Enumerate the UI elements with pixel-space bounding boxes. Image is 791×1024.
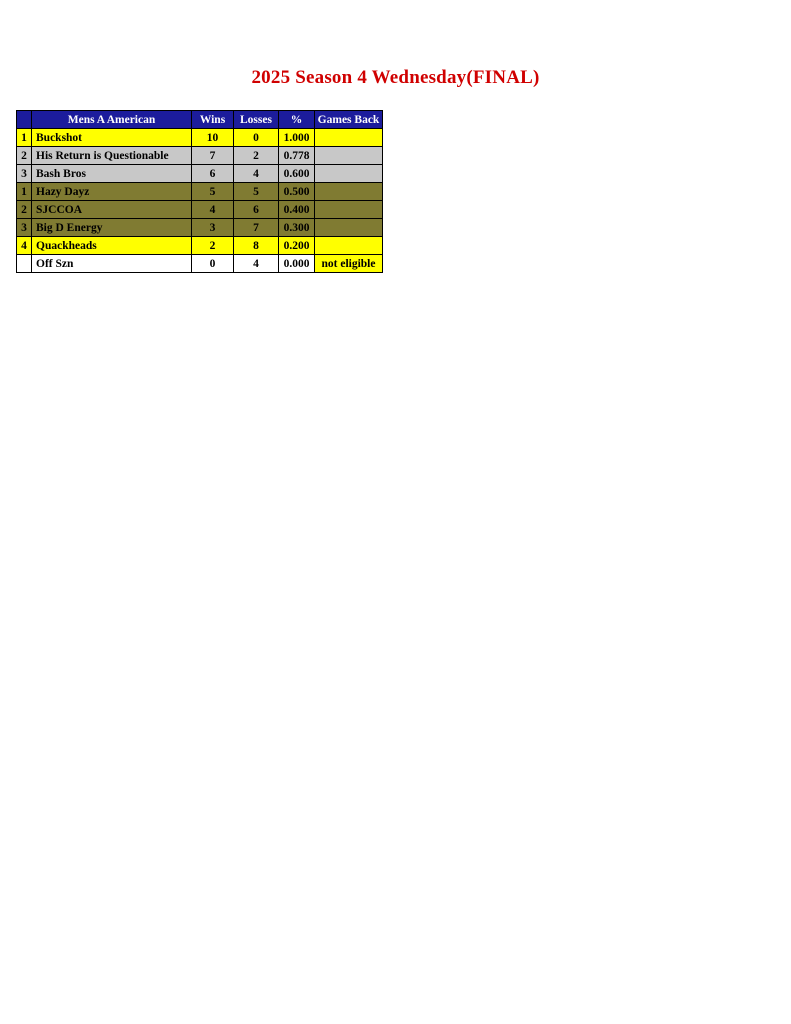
cell-pct: 1.000 xyxy=(279,129,315,147)
cell-rank: 2 xyxy=(17,201,32,219)
cell-rank: 1 xyxy=(17,183,32,201)
cell-wins: 7 xyxy=(192,147,234,165)
cell-team: SJCCOA xyxy=(32,201,192,219)
page-title: 2025 Season 4 Wednesday(FINAL) xyxy=(251,67,540,88)
table-row xyxy=(17,129,383,147)
column-header-team: Mens A American xyxy=(32,111,192,129)
cell-pct: 0.400 xyxy=(279,201,315,219)
cell-pct: 0.778 xyxy=(279,147,315,165)
cell-team: Hazy Dayz xyxy=(32,183,192,201)
cell-games-back xyxy=(315,201,383,219)
cell-games-back: not eligible xyxy=(315,255,383,273)
cell-wins: 6 xyxy=(192,165,234,183)
cell-games-back xyxy=(315,165,383,183)
cell-pct: 0.000 xyxy=(279,255,315,273)
cell-rank: 2 xyxy=(17,147,32,165)
column-header-wins: Wins xyxy=(192,111,234,129)
column-header-rank xyxy=(17,111,32,129)
standings-table-container xyxy=(16,110,383,273)
cell-pct: 0.300 xyxy=(279,219,315,237)
cell-pct: 0.500 xyxy=(279,183,315,201)
cell-rank: 3 xyxy=(17,165,32,183)
cell-games-back xyxy=(315,219,383,237)
column-header-pct: % xyxy=(279,111,315,129)
cell-rank: 4 xyxy=(17,237,32,255)
table-row xyxy=(17,183,383,201)
table-row xyxy=(17,219,383,237)
cell-losses: 7 xyxy=(234,219,279,237)
cell-team: Buckshot xyxy=(32,129,192,147)
table-row xyxy=(17,147,383,165)
column-header-games-back: Games Back xyxy=(315,111,383,129)
cell-games-back xyxy=(315,183,383,201)
cell-games-back xyxy=(315,147,383,165)
cell-rank xyxy=(17,255,32,273)
table-row xyxy=(17,201,383,219)
cell-losses: 2 xyxy=(234,147,279,165)
cell-rank: 3 xyxy=(17,219,32,237)
cell-wins: 4 xyxy=(192,201,234,219)
cell-losses: 0 xyxy=(234,129,279,147)
cell-games-back xyxy=(315,237,383,255)
cell-losses: 6 xyxy=(234,201,279,219)
cell-wins: 2 xyxy=(192,237,234,255)
cell-games-back xyxy=(315,129,383,147)
cell-wins: 5 xyxy=(192,183,234,201)
cell-wins: 0 xyxy=(192,255,234,273)
table-header xyxy=(17,111,383,129)
column-header-losses: Losses xyxy=(234,111,279,129)
cell-pct: 0.200 xyxy=(279,237,315,255)
cell-team: Quackheads xyxy=(32,237,192,255)
cell-team: Bash Bros xyxy=(32,165,192,183)
cell-rank: 1 xyxy=(17,129,32,147)
cell-losses: 4 xyxy=(234,165,279,183)
cell-team: Off Szn xyxy=(32,255,192,273)
cell-team: Big D Energy xyxy=(32,219,192,237)
table-body xyxy=(17,129,383,273)
table-row xyxy=(17,237,383,255)
cell-losses: 5 xyxy=(234,183,279,201)
cell-losses: 4 xyxy=(234,255,279,273)
table-row xyxy=(17,255,383,273)
cell-losses: 8 xyxy=(234,237,279,255)
table-header-row xyxy=(17,111,383,129)
table-row xyxy=(17,165,383,183)
cell-wins: 10 xyxy=(192,129,234,147)
cell-wins: 3 xyxy=(192,219,234,237)
standings-table xyxy=(16,110,383,273)
cell-team: His Return is Questionable xyxy=(32,147,192,165)
cell-pct: 0.600 xyxy=(279,165,315,183)
